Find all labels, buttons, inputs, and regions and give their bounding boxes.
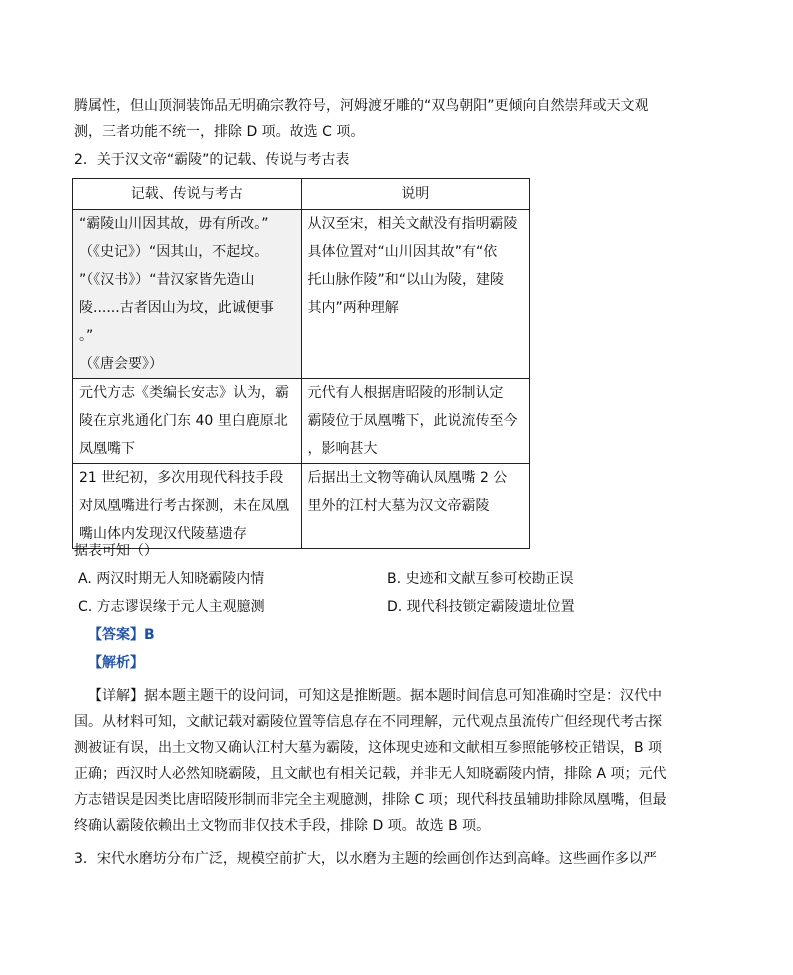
paragraph-line: 测，三者功能不统一，排除 D 项。故选 C 项。 — [74, 124, 365, 140]
cell-line: 霸陵位于凤凰嘴下，此说流传至今 — [307, 413, 518, 429]
cell-line: ”（《汉书》）“昔汉家皆先造山 — [79, 272, 255, 288]
question-title: 2．关于汉文帝“霸陵”的记载、传说与考古表 — [74, 152, 350, 168]
record-table — [72, 178, 530, 549]
cell-line: 。” — [79, 328, 94, 344]
cell-line: ，影响甚大 — [307, 441, 378, 457]
cell-line: 凤凰嘴下 — [79, 441, 135, 457]
cell-line: 托山脉作陵”和“以山为陵，建陵 — [307, 272, 505, 288]
cell-line: 陵在京兆通化门东 40 里白鹿原北 — [79, 413, 288, 429]
option-c: C. 方志谬误缘于元人主观臆测 — [78, 599, 265, 615]
table-row — [73, 379, 530, 464]
table-header-row — [73, 179, 530, 210]
cell-line: 具体位置对“山川因其故”有“依 — [307, 244, 498, 260]
option-b: B. 史迹和文献互参可校勘正误 — [387, 571, 574, 587]
table-cell — [73, 379, 302, 464]
cell-line: 对凤凰嘴进行考古探测，未在凤凰 — [79, 498, 289, 514]
answer-label: 【答案】B — [88, 627, 155, 643]
cell-line: 嘴山体内发现汉代陵墓遗存 — [79, 526, 247, 542]
cell-line: （《唐会要》） — [79, 356, 163, 372]
analysis-line: 测被证有误，出土文物又确认江村大墓为霸陵，这体现史迹和文献相互参照能够校正错误，B 项 — [74, 740, 663, 756]
table-cell — [301, 464, 530, 549]
table-row — [73, 464, 530, 549]
cell-line: 其内”两种理解 — [307, 300, 399, 316]
table-cell — [73, 464, 302, 549]
cell-line: 后据出土文物等确认凤凰嘴 2 公 — [307, 470, 508, 486]
analysis-line: 方志错误是因类比唐昭陵形制而非完全主观臆测，排除 C 项；现代科技虽辅助排除凤凰嘴，但最 — [74, 792, 667, 808]
cell-line: “霸陵山川因其故，毋有所改。” — [79, 216, 269, 232]
paragraph-line: 腾属性，但山顶洞装饰品无明确宗教符号，河姆渡牙雕的“双鸟朝阳”更倾向自然崇拜或天文观 — [74, 98, 649, 114]
cell-line: 从汉至宋，相关文献没有指明霸陵 — [307, 216, 518, 232]
table-row — [73, 210, 530, 379]
analysis-line: 国。从材料可知，文献记载对霸陵位置等信息存在不同理解，元代观点虽流传广但经现代考古探 — [74, 714, 662, 730]
cell-line: 21 世纪初，多次用现代科技手段 — [79, 470, 284, 486]
question-prompt: 据表可知（） — [74, 543, 158, 559]
cell-line: 元代有人根据唐昭陵的形制认定 — [307, 385, 504, 401]
table-header: 记载、传说与考古 — [73, 179, 302, 210]
option-a: A. 两汉时期无人知晓霸陵内情 — [78, 571, 265, 587]
table-cell — [73, 210, 302, 379]
option-d: D. 现代科技锁定霸陵遗址位置 — [387, 599, 575, 615]
cell-line: 里外的江村大墓为汉文帝霸陵 — [307, 498, 490, 514]
table-cell — [301, 210, 530, 379]
question-title: 3．宋代水磨坊分布广泛，规模空前扩大，以水磨为主题的绘画创作达到高峰。这些画作多以严 — [74, 851, 657, 867]
table-cell — [301, 379, 530, 464]
cell-line: 陵......古者因山为坟，此诚便事 — [79, 300, 274, 316]
cell-line: 元代方志《类编长安志》认为，霸 — [79, 385, 289, 401]
cell-line: （《史记》）“因其山，不起坟。 — [79, 244, 269, 260]
analysis-line: 正确；西汉时人必然知晓霸陵，且文献也有相关记载，并非无人知晓霸陵内情，排除 A 项；元代 — [74, 766, 667, 782]
analysis-label: 【解析】 — [88, 655, 144, 671]
analysis-line: 终确认霸陵依赖出土文物而非仅技术手段，排除 D 项。故选 B 项。 — [74, 818, 491, 834]
analysis-line: 【详解】据本题主题干的设问词，可知这是推断题。据本题时间信息可知准确时空是：汉代中 — [88, 688, 662, 704]
table-header: 说明 — [301, 179, 530, 210]
